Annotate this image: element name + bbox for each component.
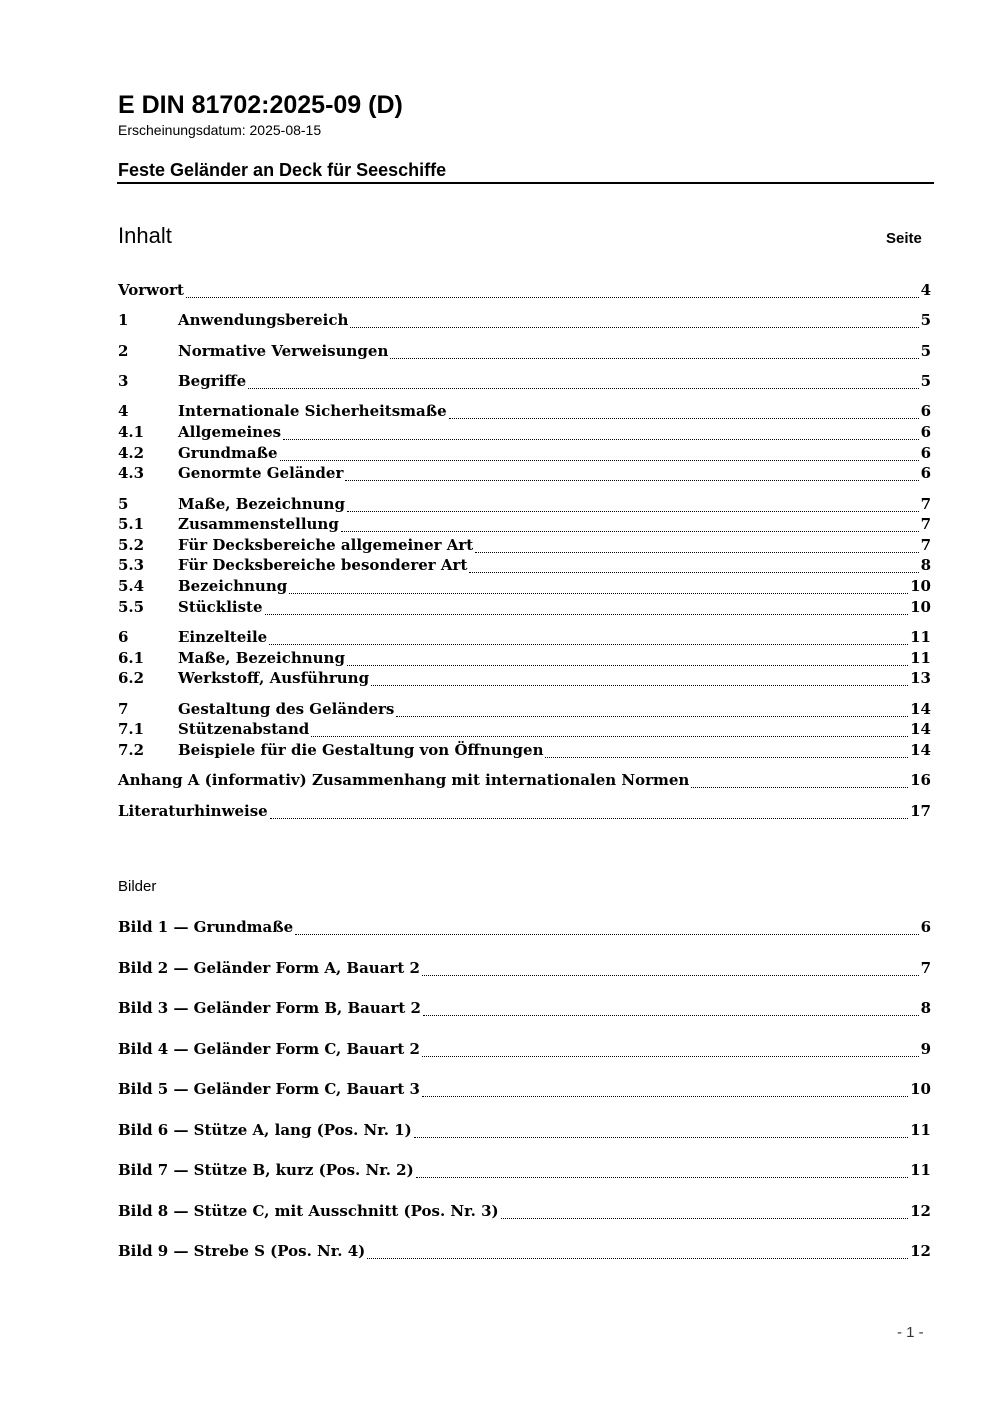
toc-entry-number: 1 (118, 311, 129, 329)
publication-date: Erscheinungsdatum: 2025-08-15 (118, 122, 322, 138)
toc-entry-page: 11 (910, 649, 931, 667)
toc-entry-number: 7.1 (118, 720, 145, 738)
toc-entry-title: Maße, Bezeichnung (178, 649, 345, 667)
dot-leader (422, 1045, 919, 1057)
toc-entry[interactable] (118, 280, 931, 301)
toc-entry-title: Anhang A (informativ) Zusammenhang mit internationalen Normen (118, 771, 690, 789)
toc-entry-title: Maße, Bezeichnung (178, 495, 345, 513)
toc-entry-title: Für Decksbereiche besonderer Art (178, 556, 468, 574)
toc-entry-number: 5.1 (118, 515, 145, 533)
toc-entry-page: 13 (910, 669, 931, 687)
toc-entry-title: Normative Verweisungen (178, 342, 389, 360)
figure-entry-page: 8 (920, 999, 931, 1017)
toc-entry-page: 6 (920, 423, 931, 441)
toc-entry[interactable] (118, 422, 931, 443)
figure-entry[interactable] (118, 1079, 931, 1100)
toc-entry-title: Grundmaße (178, 444, 278, 462)
toc-entry-number: 6 (118, 628, 129, 646)
toc-entry-number: 3 (118, 372, 129, 390)
toc-entry-page: 10 (910, 577, 931, 595)
toc-entry-title: Begriffe (178, 372, 247, 390)
figure-entry-page: 12 (910, 1202, 931, 1220)
toc-entry-page: 6 (920, 402, 931, 420)
toc-entry-title: Werkstoff, Ausführung (178, 669, 370, 687)
dot-leader (341, 520, 919, 532)
dot-leader (289, 582, 908, 594)
toc-entry-number: 2 (118, 342, 129, 360)
toc-entry[interactable] (118, 310, 931, 331)
document-title: Feste Geländer an Deck für Seeschiffe (118, 160, 447, 180)
dot-leader (501, 1207, 909, 1219)
toc-page-column-label: Seite (886, 230, 922, 247)
toc-entry-number: 5.3 (118, 556, 145, 574)
dot-leader (691, 776, 908, 788)
toc-entry-title: Anwendungsbereich (178, 311, 349, 329)
figure-entry[interactable] (118, 1120, 931, 1141)
toc-entry-page: 6 (920, 444, 931, 462)
toc-entry-page: 14 (910, 720, 931, 738)
dot-leader (475, 541, 918, 553)
dot-leader (347, 500, 919, 512)
dot-leader (311, 725, 908, 737)
figure-entry-page: 11 (910, 1161, 931, 1179)
toc-entry-number: 5 (118, 495, 129, 513)
toc-entry-number: 7 (118, 700, 129, 718)
toc-entry-title: Internationale Sicherheitsmaße (178, 402, 447, 420)
dot-leader (449, 407, 919, 419)
figure-entry[interactable] (118, 1160, 931, 1181)
figure-entry-page: 6 (920, 918, 931, 936)
toc-entry-number: 5.2 (118, 536, 145, 554)
toc-entry-number: 4.1 (118, 423, 145, 441)
toc-entry-title: Genormte Geländer (178, 464, 344, 482)
toc-entry[interactable] (118, 401, 931, 422)
figure-entry[interactable] (118, 998, 931, 1019)
toc-entry[interactable] (118, 627, 931, 648)
dot-leader (390, 347, 918, 359)
toc-entry-page: 7 (920, 495, 931, 513)
dot-leader (367, 1247, 908, 1259)
toc-entry[interactable] (118, 719, 931, 740)
toc-entry-page: 5 (920, 342, 931, 360)
figure-entry-title: Bild 4 — Geländer Form C, Bauart 2 (118, 1040, 420, 1058)
figure-entry-title: Bild 9 — Strebe S (Pos. Nr. 4) (118, 1242, 366, 1260)
figure-entry-page: 12 (910, 1242, 931, 1260)
toc-entry[interactable] (118, 463, 931, 484)
toc-entry-page: 4 (920, 281, 931, 299)
toc-entry-page: 11 (910, 628, 931, 646)
toc-entry-title: Vorwort (118, 281, 184, 299)
toc-entry-number: 4.3 (118, 464, 145, 482)
figure-entry-title: Bild 6 — Stütze A, lang (Pos. Nr. 1) (118, 1121, 412, 1139)
toc-entry[interactable] (118, 597, 931, 618)
figure-entry-title: Bild 2 — Geländer Form A, Bauart 2 (118, 959, 420, 977)
toc-entry-number: 7.2 (118, 741, 145, 759)
toc-entry-page: 17 (910, 802, 931, 820)
title-divider (117, 182, 934, 184)
dot-leader (350, 316, 918, 328)
figures-heading: Bilder (118, 878, 157, 895)
toc-entry-title: Stützenabstand (178, 720, 310, 738)
dot-leader (347, 654, 908, 666)
figure-entry[interactable] (118, 1039, 931, 1060)
figure-entry-title: Bild 1 — Grundmaße (118, 918, 294, 936)
dot-leader (414, 1126, 908, 1138)
dot-leader (396, 705, 908, 717)
figure-entry-page: 7 (920, 959, 931, 977)
toc-entry-page: 16 (910, 771, 931, 789)
figure-entry-title: Bild 7 — Stütze B, kurz (Pos. Nr. 2) (118, 1161, 414, 1179)
toc-entry[interactable] (118, 668, 931, 689)
toc-entry-title: Gestaltung des Geländers (178, 700, 395, 718)
toc-entry-title: Literaturhinweise (118, 802, 268, 820)
figure-entry-title: Bild 3 — Geländer Form B, Bauart 2 (118, 999, 421, 1017)
toc-entry-page: 7 (920, 536, 931, 554)
toc-entry[interactable] (118, 535, 931, 556)
dot-leader (248, 377, 918, 389)
toc-entry-page: 8 (920, 556, 931, 574)
figure-entry-title: Bild 5 — Geländer Form C, Bauart 3 (118, 1080, 420, 1098)
dot-leader (422, 1085, 908, 1097)
dot-leader (416, 1166, 908, 1178)
dot-leader (283, 428, 918, 440)
toc-entry-number: 5.5 (118, 598, 145, 616)
dot-leader (269, 633, 908, 645)
toc-entry-page: 6 (920, 464, 931, 482)
dot-leader (295, 923, 918, 935)
toc-entry[interactable] (118, 371, 931, 392)
toc-entry-title: Bezeichnung (178, 577, 288, 595)
page-number: - 1 - (897, 1324, 924, 1341)
toc-entry-title: Stückliste (178, 598, 263, 616)
toc-entry-page: 14 (910, 700, 931, 718)
toc-entry-title: Beispiele für die Gestaltung von Öffnungen (178, 741, 544, 759)
toc-entry[interactable] (118, 699, 931, 720)
dot-leader (469, 561, 918, 573)
figure-entry[interactable] (118, 917, 931, 938)
toc-entry-page: 7 (920, 515, 931, 533)
toc-entry-number: 4.2 (118, 444, 145, 462)
toc-entry-title: Für Decksbereiche allgemeiner Art (178, 536, 474, 554)
toc-entry[interactable] (118, 555, 931, 576)
figure-entry[interactable] (118, 1241, 931, 1262)
dot-leader (422, 964, 919, 976)
dot-leader (371, 674, 908, 686)
figure-entry[interactable] (118, 958, 931, 979)
toc-entry-number: 5.4 (118, 577, 145, 595)
toc-entry[interactable] (118, 648, 931, 669)
figure-entry[interactable] (118, 1201, 931, 1222)
toc-entry[interactable] (118, 341, 931, 362)
toc-entry-page: 5 (920, 372, 931, 390)
toc-entry-page: 14 (910, 741, 931, 759)
figure-entry-title: Bild 8 — Stütze C, mit Ausschnitt (Pos. Nr. 3) (118, 1202, 499, 1220)
figure-entry-page: 9 (920, 1040, 931, 1058)
toc-entry-page: 5 (920, 311, 931, 329)
toc-entry-number: 6.2 (118, 669, 145, 687)
dot-leader (423, 1004, 919, 1016)
toc-entry-number: 6.1 (118, 649, 145, 667)
toc-entry[interactable] (118, 770, 931, 791)
toc-heading: Inhalt (118, 223, 172, 248)
figure-entry-page: 10 (910, 1080, 931, 1098)
toc-entry[interactable] (118, 740, 931, 761)
toc-entry[interactable] (118, 443, 931, 464)
toc-entry-title: Einzelteile (178, 628, 268, 646)
dot-leader (270, 807, 908, 819)
figure-entry-page: 11 (910, 1121, 931, 1139)
toc-entry[interactable] (118, 576, 931, 597)
dot-leader (186, 286, 919, 298)
toc-entry-title: Allgemeines (178, 423, 282, 441)
document-id: E DIN 81702:2025-09 (D) (118, 91, 403, 119)
toc-entry-page: 10 (910, 598, 931, 616)
toc-entry[interactable] (118, 514, 931, 535)
dot-leader (265, 603, 909, 615)
toc-entry[interactable] (118, 494, 931, 515)
dot-leader (545, 746, 908, 758)
toc-entry[interactable] (118, 801, 931, 822)
dot-leader (345, 469, 918, 481)
dot-leader (280, 449, 919, 461)
toc-entry-number: 4 (118, 402, 129, 420)
toc-entry-title: Zusammenstellung (178, 515, 339, 533)
